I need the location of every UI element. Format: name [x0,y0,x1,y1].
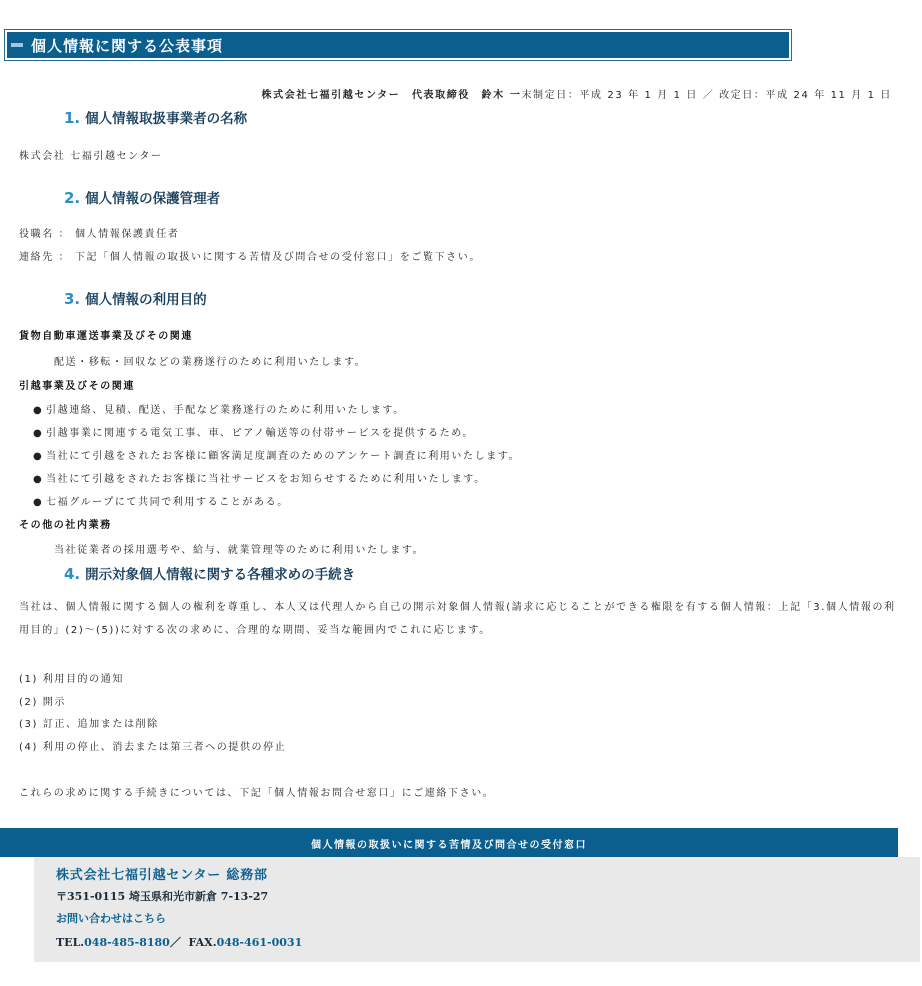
section-title: 個人情報の利用目的 [85,292,207,308]
list-item: ● 引越連絡、見積、配送、手配など業務遂行のために利用いたします。 [33,405,405,416]
category-3-text: 当社従業者の採用選考や、給与、就業管理等のために利用いたします。 [54,545,425,556]
contact-window-title: 個人情報の取扱いに関する苦情及び問合せの受付窓口 [0,828,898,857]
section-1-heading [64,107,247,127]
category-1-text: 配送・移転・回収などの業務遂行のために利用いたします。 [54,357,367,368]
bullet-icon: ● [33,497,44,508]
contact-box [34,857,920,962]
category-2-title: 引越事業及びその関連 [19,381,135,392]
tel-label: TEL. [56,936,85,949]
bullet-icon: ● [33,451,44,462]
section-title: 個人情報の保護管理者 [85,191,221,207]
section-number: 4. [64,565,81,583]
section-3-heading [64,288,207,308]
section-4-heading [64,563,355,583]
contact-address: 〒351-0115 埼玉県和光市新倉 7-13-27 [56,890,269,903]
list-item: ● 引越事業に関連する電気工事、車、ピアノ輸送等の付帯サービスを提供するため。 [33,428,474,439]
section-number: 2. [64,189,81,207]
manager-contact: 連絡先 ： 下記「個人情報の取扱いに関する苦情及び問合せの受付窓口」をご覧下さい。 [19,252,481,263]
contact-department: 株式会社七福引越センター 総務部 [56,868,268,883]
section-2-heading [64,187,220,207]
list-item: ● 七福グループにて共同で利用することがある。 [33,497,289,508]
fax-label: FAX. [188,936,217,949]
meta-line [262,86,892,101]
company-name: 株式会社 七福引越センター [19,151,163,162]
list-item: ● 当社にて引越をされたお客様に当社サービスをお知らせするために利用いたします。 [33,474,486,485]
bullet-icon: ● [33,428,44,439]
section-title: 個人情報取扱事業者の名称 [85,111,248,127]
bullet-icon: ● [33,474,44,485]
tel-number[interactable]: 048-485-8180 [84,936,170,949]
request-item: (4) 利用の停止、消去または第三者への提供の停止 [19,742,287,753]
representative: 株式会社七福引越センター 代表取締役 鈴木 一 [261,90,522,101]
fax-number: 048-461-0031 [216,936,303,949]
separator: ／ [169,936,181,949]
tel-fax-line [56,934,302,950]
request-item: (3) 訂正、追加または削除 [19,719,159,730]
page-title-bar [4,29,792,61]
closing-text: これらの求めに関する手続きについては、下記「個人情報お問合せ窓口」にご連絡下さい。 [19,788,495,799]
page-title: 個人情報に関する公表事項 [31,36,224,55]
section-number: 3. [64,290,81,308]
manager-role: 役職名 ： 個人情報保護責任者 [19,229,180,240]
list-item: ● 当社にて引越をされたお客様に顧客満足度調査のためのアンケート調査に利用いたします。 [33,451,521,462]
category-1-title: 貨物自動車運送事業及びその関連 [19,331,193,342]
category-3-title: その他の社内業務 [19,520,112,531]
disclosure-intro: 当社は、個人情報に関する個人の権利を尊重し、本人又は代理人から自己の開示対象個人情報(請求に応じることができる権限を有する個人情報：上記「3.個人情報の利用目的」(2)～(5))に対する次の求めに、合理的な期間、妥当な範囲内でこれに応じます。 [19,602,896,636]
bullet-icon: ● [33,405,44,416]
inquiry-link[interactable]: お問い合わせはこちら [56,912,166,925]
title-marker-icon [11,43,23,47]
section-number: 1. [64,109,81,127]
request-item: (2) 開示 [19,697,66,708]
request-item: (1) 利用目的の通知 [19,674,124,685]
section-title: 開示対象個人情報に関する各種求めの手続き [85,567,356,583]
dates: 末制定日：平成 23 年 1 月 1 日 ／ 改定日：平成 24 年 11 月 1 日 [521,90,892,101]
page-title-inner [7,32,789,58]
